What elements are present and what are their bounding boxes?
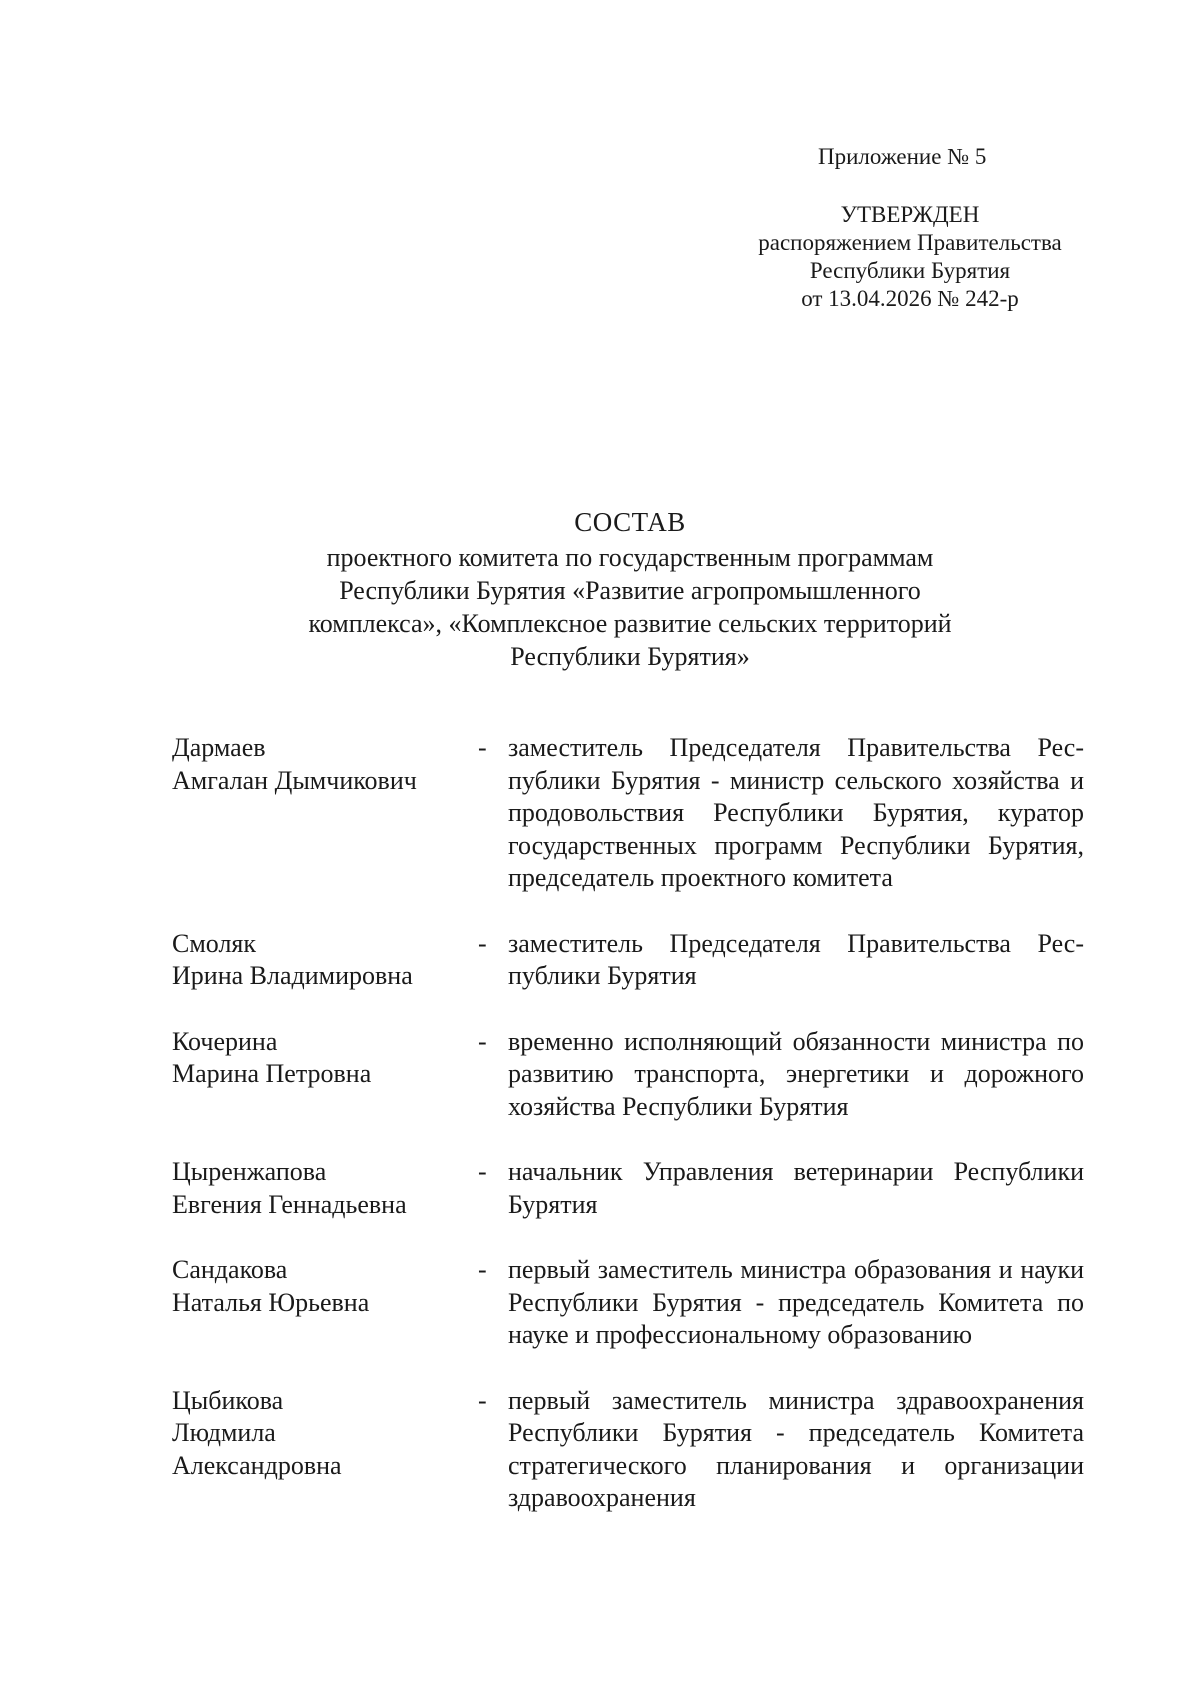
- member-surname: Цыбикова: [172, 1385, 284, 1415]
- document-title: [200, 505, 1060, 673]
- member-given-names: Ирина Владимировна: [172, 961, 413, 990]
- member-name: [172, 1156, 478, 1221]
- member-patronymic: Александровна: [172, 1450, 342, 1480]
- member-dash: -: [478, 733, 487, 762]
- approval-heading: УТВЕРЖДЕН: [840, 202, 980, 227]
- member-dash: -: [478, 1157, 487, 1186]
- member-role: заместитель Председателя Правительства Республики Бурятия - министр сельского хозяйства и продовольствия Республики Бурятия, куратор государственных программ Республики Бурятия, председатель проектного комитета: [508, 733, 1084, 892]
- member-role: заместитель Председателя Правительства Республики Бурятия: [508, 928, 1084, 990]
- approval-republic: Республики Бурятия: [809, 258, 1011, 283]
- member-role: первый заместитель министра образования и науки Республики Бурятия - председатель Комитета по науке и профессиональному образованию: [508, 1255, 1084, 1349]
- member-row: [172, 1156, 1084, 1221]
- member-surname: Цыренжапова: [172, 1157, 327, 1186]
- title-line-1: проектного комитета по государственным программам: [326, 543, 934, 572]
- member-role: первый заместитель министра здравоохранения Республики Бурятия - председатель Комитета стратегического планирования и организации здравоохранения: [508, 1385, 1084, 1512]
- title-line-3: комплекса», «Комплексное развитие сельских территорий: [308, 609, 952, 638]
- member-surname: Смоляк: [172, 928, 257, 958]
- member-surname: Сандакова: [172, 1255, 288, 1284]
- member-surname: Дармаев: [172, 733, 266, 762]
- title-line-2: Республики Бурятия «Развитие агропромышленного: [339, 576, 921, 605]
- member-given-names: Наталья Юрьевна: [172, 1287, 370, 1317]
- member-row: [172, 1026, 1084, 1124]
- appendix-number: Приложение № 5: [818, 144, 987, 169]
- member-name: [172, 1385, 478, 1515]
- member-given-names: Марина Петровна: [172, 1059, 372, 1088]
- member-given-names: Евгения Геннадьевна: [172, 1189, 407, 1219]
- member-dash: -: [478, 1255, 487, 1284]
- member-row: [172, 1254, 1084, 1352]
- title-heading: СОСТАВ: [574, 507, 686, 537]
- member-name: [172, 928, 478, 993]
- member-dash: -: [478, 1026, 487, 1056]
- member-row: [172, 1385, 1084, 1515]
- member-name: [172, 732, 478, 895]
- committee-members-list: [172, 732, 1084, 1515]
- member-name: [172, 1254, 478, 1352]
- approval-authority: распоряжением Правительства: [758, 230, 1062, 255]
- member-role: начальник Управления ветеринарии Республики Бурятия: [508, 1157, 1084, 1219]
- member-row: [172, 732, 1084, 895]
- member-first-name: Людмила: [172, 1418, 276, 1447]
- member-name: [172, 1026, 478, 1124]
- approval-stamp: [742, 201, 1078, 313]
- member-role: временно исполняющий обязанности министра по развитию транспорта, энергетики и дорожного хозяйства Республики Бурятия: [508, 1026, 1084, 1121]
- member-surname: Кочерина: [172, 1026, 278, 1056]
- member-dash: -: [478, 928, 487, 958]
- member-given-names: Амгалан Дымчикович: [172, 765, 417, 795]
- title-line-4: Республики Бурятия»: [510, 642, 750, 671]
- member-dash: -: [478, 1385, 487, 1415]
- member-row: [172, 928, 1084, 993]
- approval-date-number: от 13.04.2026 № 242-р: [801, 286, 1019, 311]
